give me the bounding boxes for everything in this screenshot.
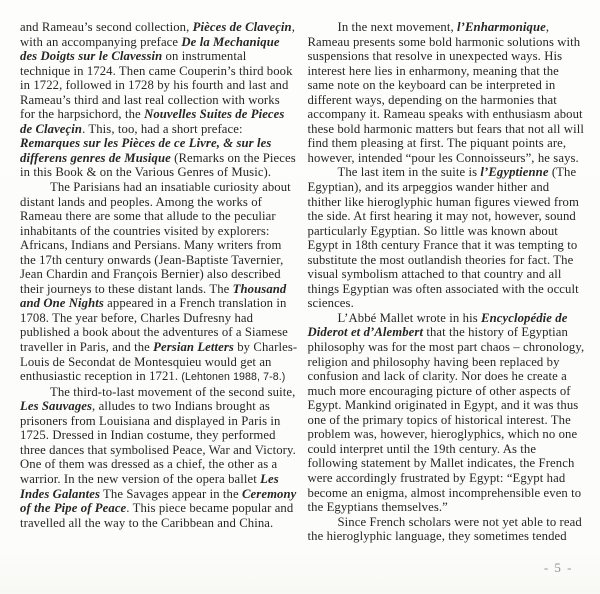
work-title: De la Mechanique des Doigts sur le Clavessin	[20, 34, 280, 64]
text-run: The Savages appear in the	[100, 486, 242, 501]
left-column	[20, 20, 298, 544]
text-run: The Parisians had an insatiable curiosity about distant lands and peoples. Among the works of Rameau there are some that allude to the peculiar inhabitants of the countries visited by explorers: Africans, Indians and Persians. Many writers from the 17th century onwards (Jean-Baptiste Tavernier, Jean Chardin and François Bernier) also described their journeys to these distant lands. The	[20, 180, 291, 296]
text-run: appeared in a French translation in 1708. The year before, Charles Dufresny had published a book about the adventures of a Siamese traveller in Paris, and the	[20, 296, 288, 355]
paragraph	[308, 311, 586, 515]
work-title: Ceremony of the Pipe of Peace	[20, 486, 297, 516]
text-run: that the history of Egyptian philosophy was for the most part chaos – chronology, religion and philosophy having been replaced by confusion and lack of clarity. Nor does he create a much more encouraging picture of other aspects of Egypt. Mankind originated in Egypt, and it was thus one of the primary topics of historical interest. The problem was, however, hieroglyphics, which no one could interpret until the 19th century. As the following statement by Mallet indicates, the French were accordingly frustrated by Egypt: “Egypt had become an enigma, almost incomprehensible even to the Egyptians themselves.”	[307, 325, 585, 515]
work-title: l’Enharmonique	[457, 20, 546, 34]
paragraph	[20, 385, 298, 530]
paragraph	[20, 180, 298, 385]
text-run: The last item in the suite is	[337, 165, 481, 180]
paragraph	[308, 165, 586, 310]
text-run: , with an accompanying preface	[20, 20, 295, 49]
text-run: by Charles-Louis de Secondat de Montesquieu would get an enthusiastic reception in 1721.	[20, 340, 298, 384]
text-run: (Remarks on the Pieces in this Book & on the Various Genres of Music).	[20, 150, 296, 180]
text-run: Since French scholars were not yet able to read the hieroglyphic language, they sometimes tended	[307, 514, 582, 544]
text-run: , Rameau presents some bold harmonic solutions with suspensions that resolve in unexpected ways. His interest here lies in enharmony, meaning that the same note on the keyboard can be interpreted in different ways, depending on the harmonies that accompany it. Rameau speaks with enthusiasm about these bold harmonic matters but fears that not all will find them pleasing at first. The piquant points are, however, intended “pour les Connoisseurs”, he says.	[307, 20, 584, 165]
text-run: . This, too, had a short preface:	[82, 121, 243, 136]
paragraph	[308, 20, 586, 165]
text-run: In the next movement,	[337, 20, 458, 34]
work-title: Persian Letters	[153, 340, 234, 355]
work-title: Nouvelles Suites de Pieces de Claveçin	[20, 107, 285, 136]
work-title: Encyclopédie de Diderot et d’Alembert	[307, 310, 568, 340]
paragraph	[20, 20, 298, 180]
right-column	[308, 20, 586, 544]
work-title: l’Egyptienne	[480, 165, 549, 180]
work-title: Les Indes Galantes	[20, 471, 279, 501]
text-run: L’Abbé Mallet wrote in his	[337, 310, 482, 325]
text-run: on instrumental technique in 1724. Then came Couperin’s third book in 1722, followed in 1728 by his fourth and last and Rameau’s third and last real collection with works for the harpsichord, the	[20, 49, 293, 122]
work-title: Remarques sur les Pièces de ce Livre, & sur les differens genres de Musique	[20, 136, 272, 165]
paragraph	[308, 515, 586, 544]
text-run: The third-to-last movement of the second suite,	[50, 384, 296, 399]
text-run: (The Egyptian), and its arpeggios wander hither and thither like hieroglyphic human figures viewed from the side. At first hearing it may not, however, sound particularly Egyptian. So little was known about Egypt in 18th century France that it was tempting to substitute the most outlandish theories for fact. The visual symbolism attached to that country and all things Egyptian was often associated with the occult sciences.	[307, 165, 579, 311]
citation: (Lehtonen 1988, 7-8.)	[181, 371, 286, 384]
work-title: Thousand and One Nights	[20, 281, 287, 311]
work-title: Les Sauvages	[20, 399, 93, 414]
text-run: , alludes to two Indians brought as prisoners from Louisiana and displayed in Paris in 1725. Dressed in Indian costume, they performed three dances that symbolised Peace, War and Victory. One of them was dressed as a chief, the other as a warrior. In the new version of the opera ballet	[20, 399, 296, 486]
work-title: Pièces de Claveçin	[192, 20, 292, 34]
text-run: . This piece became popular and travelled all the way to the Caribbean and China.	[20, 501, 294, 530]
text-run: and Rameau’s second collection,	[20, 20, 193, 34]
page-number: - 5 -	[543, 560, 573, 575]
